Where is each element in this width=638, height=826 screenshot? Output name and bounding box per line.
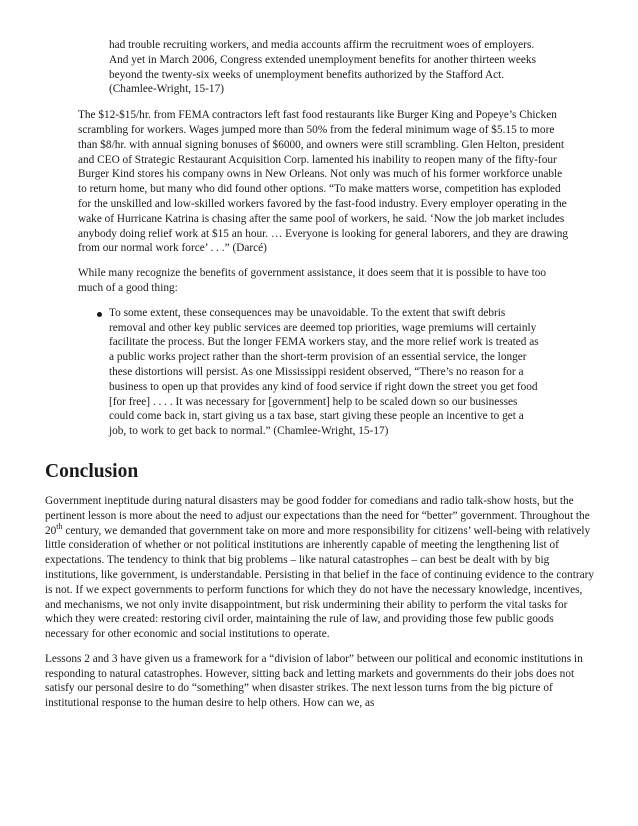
conclusion-p1-text-a: Government ineptitude during natural disasters may be good fodder for comedians and radio talk-show hosts, but the pertinent lesson is more about the need to adjust our expectations than the need for “better” government. Throughout the 20 (45, 494, 590, 537)
paragraph-government-assistance: While many recognize the benefits of government assistance, it does seem that it is possible to have too much of a good thing: (78, 267, 547, 294)
conclusion-heading: Conclusion (45, 460, 139, 482)
blockquote-tail: had trouble recruiting workers, and media accounts affirm the recruitment woes of employers. And yet in March 2006, Congress extended unemployment benefits for another thirteen weeks beyond the twenty-six weeks of unemployment benefits authorized by the Stafford Act. (Chamlee-Wright, 15-17) (109, 39, 536, 96)
superscript-th: th (56, 521, 63, 531)
conclusion-paragraph-1 (45, 494, 596, 642)
bullet-icon (97, 312, 102, 317)
paragraph-fema-wages: The $12-$15/hr. from FEMA contractors left fast food restaurants like Burger King and Popeye’s Chicken scrambling for workers. Wages jumped more than 50% from the federal minimum wage of $5.15 to more than $8/hr. with annual signing bonuses of $6000, and owners were still scrambling. Glen Helton, president and CEO of Strategic Restaurant Acquisition Corp. lamented his inability to reopen many of the fifty-four Burger Kind stores his company owns in New Orleans. Not only was much of his former workforce unable to return home, but many who did found other options. “To make matters worse, competition has exploded for the unskilled and low-skilled workers favored by the fast-food industry. Every employer operating in the wake of Hurricane Katrina is chasing after the same pool of workers, he said. ‘Now the job market includes anybody doing relief work at $15 an hour. … Everyone is looking for general laborers, and they are drawing from our normal work force’ . . .” (Darcé) (78, 109, 569, 255)
page-content (0, 38, 638, 711)
list-item (109, 306, 539, 439)
bullet-list (0, 306, 638, 439)
conclusion-p1-text-b: century, we demanded that government take on more and more responsibility for citizens’ well-being with relatively little consideration of whether or not political institutions are inherently capable of meeting the lengthening list of expectations. The tendency to think that big problems – like natural catastrophes – can best be dealt with by big institutions, like government, is understandable. Persisting in that belief in the face of continuing evidence to the contrary is not. If we expect governments to perform functions for which they do not have the necessary knowledge, incentives, and mechanisms, we not only invite disappointment, but risk undermining their ability to perform the vital tasks for which they were created: restoring civil order, maintaining the rule of law, and providing those few public goods necessary for other economic and social institutions to operate. (45, 524, 595, 641)
conclusion-paragraph-2: Lessons 2 and 3 have given us a framework for a “division of labor” between our political and economic institutions in responding to natural catastrophes. However, sitting back and letting markets and governments do their jobs does not satisfy our personal desire to do “something” when disaster strikes. The next lesson turns from the big picture of institutional response to the human desire to help others. How can we, as (45, 652, 583, 710)
bullet-text: To some extent, these consequences may be unavoidable. To the extent that swift debris removal and other key public services are deemed top priorities, wage premiums will certainly facilitate the process. But the longer FEMA workers stay, and the more relief work is treated as a public works project rather than the short-term provision of an essential service, the longer these distortions will persist. As one Mississippi resident observed, “There’s no reason for a business to open up that provides any kind of food service if right down the street you get food [for free] . . . . It was necessary for [government] help to be scaled down so our businesses could come back in, start giving us a tax base, start giving these people an incentive to get a job, to work to get back to normal.” (Chamlee-Wright, 15-17) (109, 306, 539, 438)
